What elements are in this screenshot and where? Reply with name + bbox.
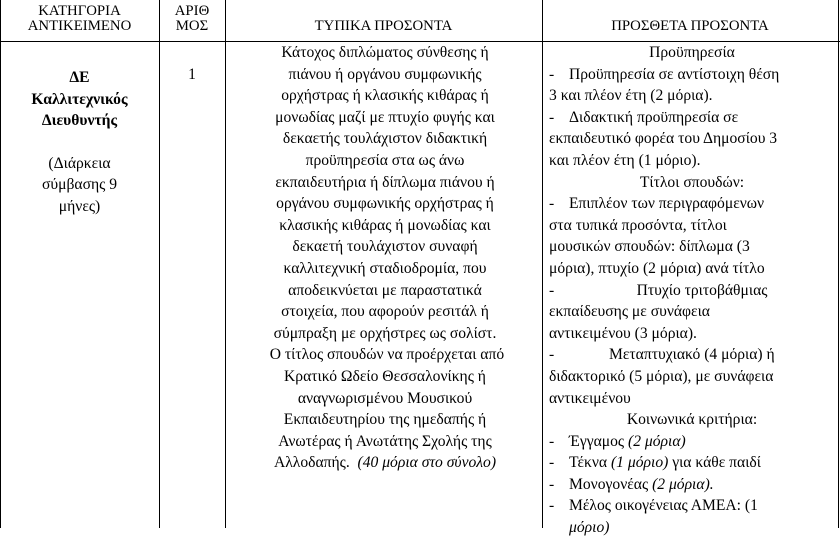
typical-line: Εκπαιδευτηρίου της ημεδαπής ή [283, 411, 487, 429]
typical-line: σύμπραξη με ορχήστρες ως σολίστ. [273, 324, 497, 342]
header-typical: ΤΥΠΙΚΑ ΠΡΟΣΟΝΤΑ [314, 18, 453, 34]
social-heading: Κοινωνικά κριτήρια: [626, 411, 758, 429]
list-item: - Μονογονέας (2 μόρια). [549, 475, 714, 493]
typical-line: Κάτοχος διπλώματος σύνθεσης ή [281, 44, 489, 61]
list-item: - Πτυχίο τριτοβάθμιας [549, 281, 768, 299]
titles-heading: Τίτλοι σπουδών: [639, 173, 745, 191]
typical-line: εκπαιδευτήρια ή δίπλωμα πιάνου ή [275, 173, 495, 191]
typical-line: δεκαετής τουλάχιστον διδακτική [282, 130, 488, 148]
header-additional: ΠΡΟΣΘΕΤΑ ΠΡΟΣΟΝΤΑ [611, 18, 769, 34]
typical-line: προϋπηρεσία στα ως άνω [305, 151, 465, 169]
category-cell: ΔΕ Καλλιτεχνικός Διευθυντής (Διάρκεια σύμβασης 9 μήνες) [0, 67, 159, 217]
typical-line: πιάνου ή οργάνου συμφωνικής [288, 65, 482, 83]
table-border-right [838, 0, 839, 528]
contract-duration: (Διάρκεια [48, 154, 111, 172]
list-item: - Προϋπηρεσία σε αντίστοιχη θέση [549, 65, 780, 83]
typical-qualifications [237, 42, 533, 474]
typical-line-last: Αλλοδαπής. (40 μόρια στο σύνολο) [273, 454, 497, 472]
column-divider-2 [225, 0, 226, 528]
typical-line: καλλιτεχνική σταδιοδρομία, που [283, 259, 487, 277]
typical-line: Ανωτέρας ή Ανωτάτης Σχολής της [278, 432, 492, 450]
header-category: ΚΑΤΗΓΟΡΙΑ ΑΝΤΙΚΕΙΜΕΝΟ [27, 3, 132, 34]
category-subtitle-2: Διευθυντής [41, 112, 118, 129]
category-title: ΔΕ [69, 69, 90, 86]
typical-line: δεκαετή τουλάχιστον συναφή [292, 238, 478, 256]
list-item: - Τέκνα (1 μόριο) για κάθε παιδί [549, 454, 761, 472]
category-subtitle: Καλλιτεχνικός [31, 90, 128, 108]
experience-heading: Προϋπηρεσία [649, 44, 735, 61]
number-cell: 1 [188, 66, 196, 83]
list-item: - Διδακτική προϋπηρεσία σε [549, 108, 739, 126]
typical-line: Κρατικό Ωδείο Θεσσαλονίκης ή [284, 367, 486, 385]
typical-line: αποδεικνύεται με παραστατικά [288, 281, 482, 299]
additional-qualifications: Προϋπηρεσία - Προϋπηρεσία σε αντίστοιχη θέση 3 και πλέον έτη (2 μόρια). - Διδακτική προϋπηρεσία σε εκπαιδευτικό φορέα του Δημοσίου 3 και πλέον έτη (1 μόριο). Τίτλοι σπουδών: - Επιπλέον των περιγραφόμενων στα τυπικά προσόντα, τίτλοι μουσικών σπουδών: δίπλωμα (3 μόρια), πτυχίο (2 μόρια) ανά τίτλο - Πτυχίο τριτοβάθμιας εκπαίδευσης με συνάφεια αντικειμένου (3 μόρια). - Μεταπτυχιακό (4 μόρια) ή διδακτορικό (5 μόρια), με συνάφεια αντικειμένου Κοινωνικά κριτήρια: - Έγγαμος (2 μόρια) - Τέκνα (1 μόριο) για κάθε παιδί - Μονογονέας (2 μόρια). - Μέλος οικογένειας ΑΜΕΑ: (1 μόριο) [549, 42, 835, 539]
list-item: - Έγγαμος (2 μόρια) [549, 432, 686, 450]
typical-line: στοιχεία, που αφορούν ρεσιτάλ ή [281, 303, 489, 321]
header-number: ΑΡΙΘ ΜΟΣ [174, 3, 210, 34]
list-item: - Μεταπτυχιακό (4 μόρια) ή [549, 346, 775, 364]
typical-line: οργάνου συμφωνικής ορχήστρας ή [276, 195, 494, 213]
column-divider-3 [542, 0, 543, 528]
typical-line: Ο τίτλος σπουδών να προέρχεται από [265, 346, 505, 364]
typical-line: αναγνωρισμένου Μουσικού [297, 389, 473, 407]
typical-line: μονωδίας μαζί με πτυχίο φυγής και [275, 108, 495, 126]
typical-line: κλασικής κιθάρας ή μονωδίας και [279, 216, 491, 234]
typical-line: ορχήστρας ή κλασικής κιθάρας ή [281, 87, 489, 105]
list-item: - Επιπλέον των περιγραφόμενων [549, 195, 765, 213]
list-item: - Μέλος οικογένειας ΑΜΕΑ: (1 [549, 497, 758, 515]
